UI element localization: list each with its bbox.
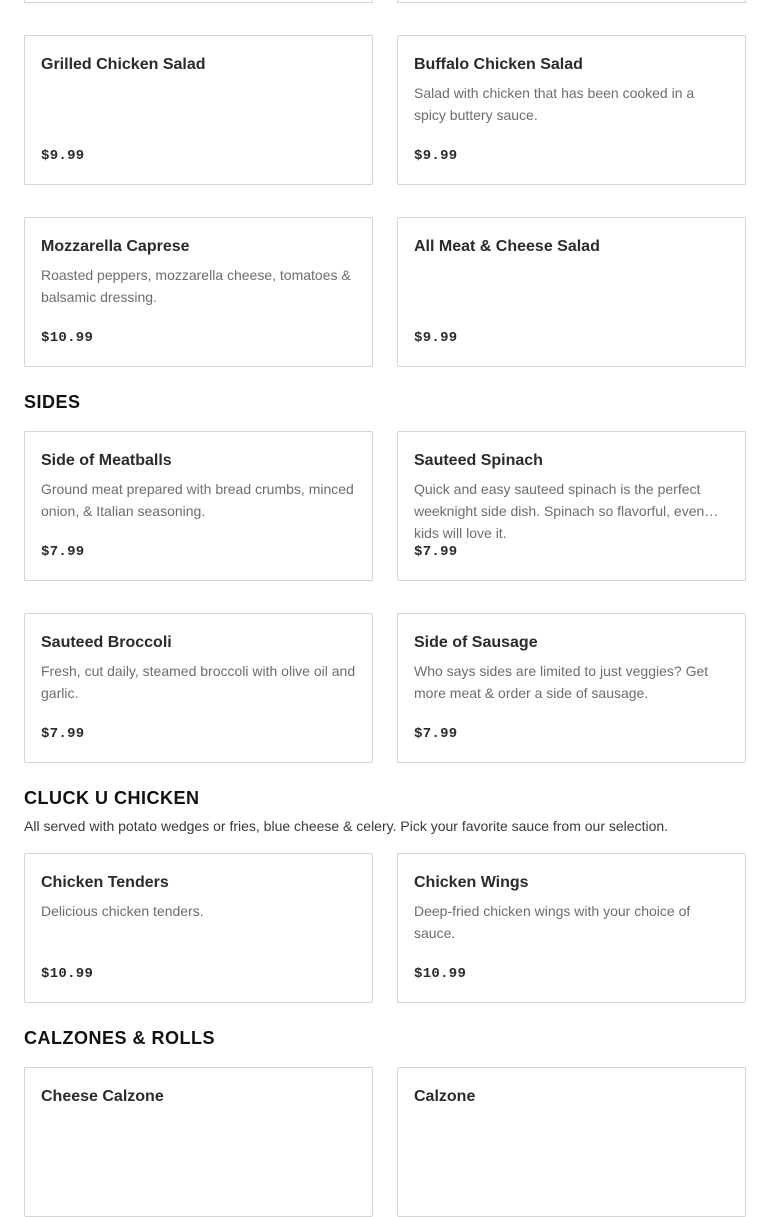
menu-item-card[interactable] <box>24 853 373 1003</box>
menu-item-name: Chicken Wings <box>414 874 529 891</box>
menu-item-name: All Meat & Cheese Salad <box>414 238 600 255</box>
menu-item-card[interactable] <box>24 217 373 367</box>
menu-item-name: Chicken Tenders <box>41 874 169 891</box>
menu-item-description: Salad with chicken that has been cooked in a spicy buttery sauce. <box>414 85 695 123</box>
menu-item-card[interactable] <box>24 431 373 581</box>
section-heading-chicken: CLUCK U CHICKEN <box>24 788 200 808</box>
section-heading-calzones: CALZONES & ROLLS <box>24 1028 215 1048</box>
menu-item-price: $9.99 <box>41 148 85 164</box>
menu-item-name: Grilled Chicken Salad <box>41 56 206 73</box>
menu-item-description: Ground meat prepared with bread crumbs, minced onion, & Italian seasoning. <box>41 481 354 519</box>
menu-card-partial[interactable] <box>24 0 373 3</box>
menu-item-card[interactable] <box>397 217 746 367</box>
menu-item-name: Sauteed Spinach <box>414 452 543 469</box>
menu-item-description: Deep-fried chicken wings with your choice of sauce. <box>414 903 691 941</box>
menu-item-price: $10.99 <box>41 966 94 982</box>
menu-item-card[interactable] <box>24 1067 373 1217</box>
menu-item-card[interactable] <box>397 853 746 1003</box>
menu-item-price: $10.99 <box>414 966 467 982</box>
menu-item-description: Fresh, cut daily, steamed broccoli with olive oil and garlic. <box>41 663 356 701</box>
menu-item-price: $7.99 <box>41 726 85 742</box>
menu-item-card[interactable] <box>397 35 746 185</box>
menu-item-card[interactable] <box>397 431 746 581</box>
menu-item-name: Mozzarella Caprese <box>41 238 190 255</box>
menu-item-name: Side of Meatballs <box>41 452 172 469</box>
menu-item-price: $7.99 <box>414 544 458 560</box>
section-heading-sides: SIDES <box>24 392 81 412</box>
menu-item-card[interactable] <box>397 613 746 763</box>
menu-item-name: Side of Sausage <box>414 634 538 651</box>
menu-item-name: Cheese Calzone <box>41 1088 164 1105</box>
menu-item-name: Buffalo Chicken Salad <box>414 56 583 73</box>
menu-item-price: $7.99 <box>41 544 85 560</box>
menu-item-name: Calzone <box>414 1088 476 1105</box>
menu-item-price: $10.99 <box>41 330 94 346</box>
menu-item-price: $7.99 <box>414 726 458 742</box>
menu-item-card[interactable] <box>24 35 373 185</box>
menu-item-description: Roasted peppers, mozzarella cheese, tomatoes & balsamic dressing. <box>41 267 351 305</box>
menu-item-price: $9.99 <box>414 330 458 346</box>
menu-item-name: Sauteed Broccoli <box>41 634 172 651</box>
menu-item-card[interactable] <box>397 1067 746 1217</box>
menu-item-description: Delicious chicken tenders. <box>41 903 204 919</box>
menu-item-description: Who says sides are limited to just veggies? Get more meat & order a side of sausage. <box>414 663 709 701</box>
menu-item-price: $9.99 <box>414 148 458 164</box>
menu-item-description: Quick and easy sauteed spinach is the perfect weeknight side dish. Spinach so flavorful, even kids will love it. <box>414 481 705 541</box>
menu-card-partial[interactable] <box>397 0 746 3</box>
menu-item-card[interactable] <box>24 613 373 763</box>
section-subtitle: All served with potato wedges or fries, blue cheese & celery. Pick your favorite sauce from our selection. <box>24 818 669 834</box>
